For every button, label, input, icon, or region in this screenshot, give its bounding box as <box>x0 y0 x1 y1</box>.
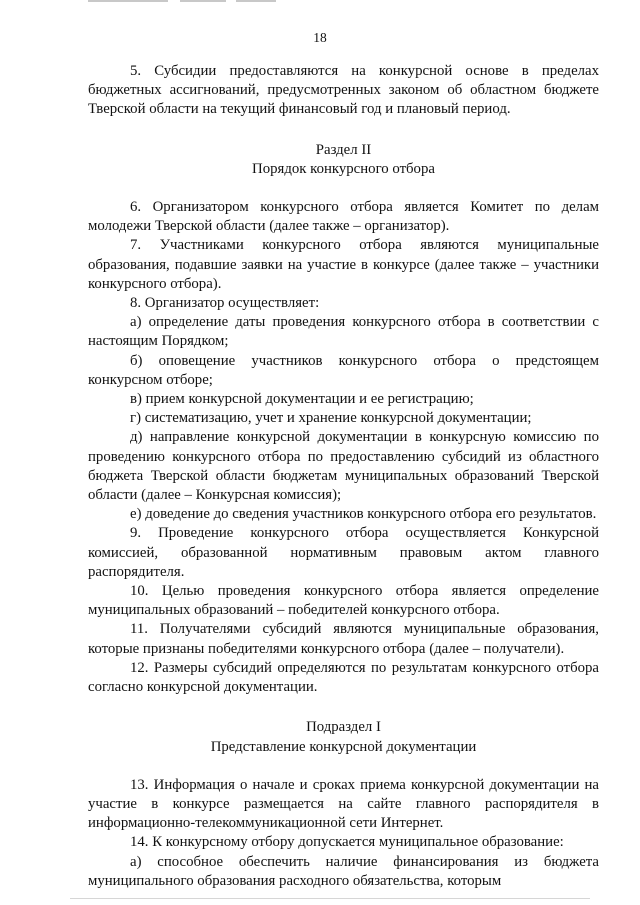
list-item-g: г) систематизацию, учет и хранение конкурсной документации; <box>130 410 532 427</box>
section-title: Раздел II <box>315 141 372 158</box>
document-body <box>88 62 599 891</box>
list-item-d: д) направление конкурсной документации в конкурсную комиссию по проведению конкурсного отбора по предоставлению субсидий из областного бюджета Тверской области бюджетам муниципальных образований Тверской области (далее – Конкурсная комиссия); <box>88 429 599 504</box>
scan-top-marks <box>0 0 640 6</box>
paragraph-9: 9. Проведение конкурсного отбора осуществляется Конкурсной комиссией, образованной нормативным правовым актом главного распорядителя. <box>88 525 599 580</box>
list-item-a: а) определение даты проведения конкурсного отбора в соответствии с настоящим Порядком; <box>88 314 599 350</box>
paragraph-13: 13. Информация о начале и сроках приема конкурсной документации на участие в конкурсе размещается на сайте главного распорядителя в информационно-телекоммуникационной сети Интернет. <box>88 776 599 832</box>
paragraph-8: 8. Организатор осуществляет: <box>130 295 320 312</box>
list-item-e: е) доведение до сведения участников конкурсного отбора его результатов. <box>130 506 597 523</box>
scan-mark <box>88 0 168 2</box>
scan-bottom-line <box>70 898 590 899</box>
list-item-v: в) прием конкурсной документации и ее регистрацию; <box>130 391 474 408</box>
page-number: 18 <box>313 30 327 45</box>
subsection-subtitle: Представление конкурсной документации <box>210 738 477 755</box>
section-subtitle: Порядок конкурсного отбора <box>252 160 435 177</box>
list-item-b: б) оповещение участников конкурсного отбора о предстоящем конкурсном отборе; <box>88 352 599 388</box>
paragraph-7: 7. Участниками конкурсного отбора являются муниципальные образования, подавшие заявки на участие в конкурсе (далее также – участники конкурсного отбора). <box>88 237 599 292</box>
paragraph-11: 11. Получателями субсидий являются муниципальные образования, которые признаны победителями конкурсного отбора (далее – получатели). <box>88 621 599 657</box>
paragraph-6: 6. Организатором конкурсного отбора является Комитет по делам молодежи Тверской области (далее также – организатор). <box>88 199 599 235</box>
paragraph-10: 10. Целью проведения конкурсного отбора является определение муниципальных образований – победителей конкурсного отбора. <box>88 583 599 619</box>
paragraph-12: 12. Размеры субсидий определяются по результатам конкурсного отбора согласно конкурсной документации. <box>88 659 599 696</box>
subsection-title: Подраздел I <box>306 719 381 736</box>
paragraph-14: 14. К конкурсному отбору допускается муниципальное образование: <box>130 834 564 851</box>
list-item-a-14: а) способное обеспечить наличие финансирования из бюджета муниципального образования расходного обязательства, которым <box>88 853 599 889</box>
scan-mark <box>236 0 276 2</box>
paragraph-5: 5. Субсидии предоставляются на конкурсной основе в пределах бюджетных ассигнований, предусмотренных законом об областном бюджете Тверской области на текущий финансовый год и плановый период. <box>88 63 599 118</box>
scan-mark <box>180 0 226 2</box>
